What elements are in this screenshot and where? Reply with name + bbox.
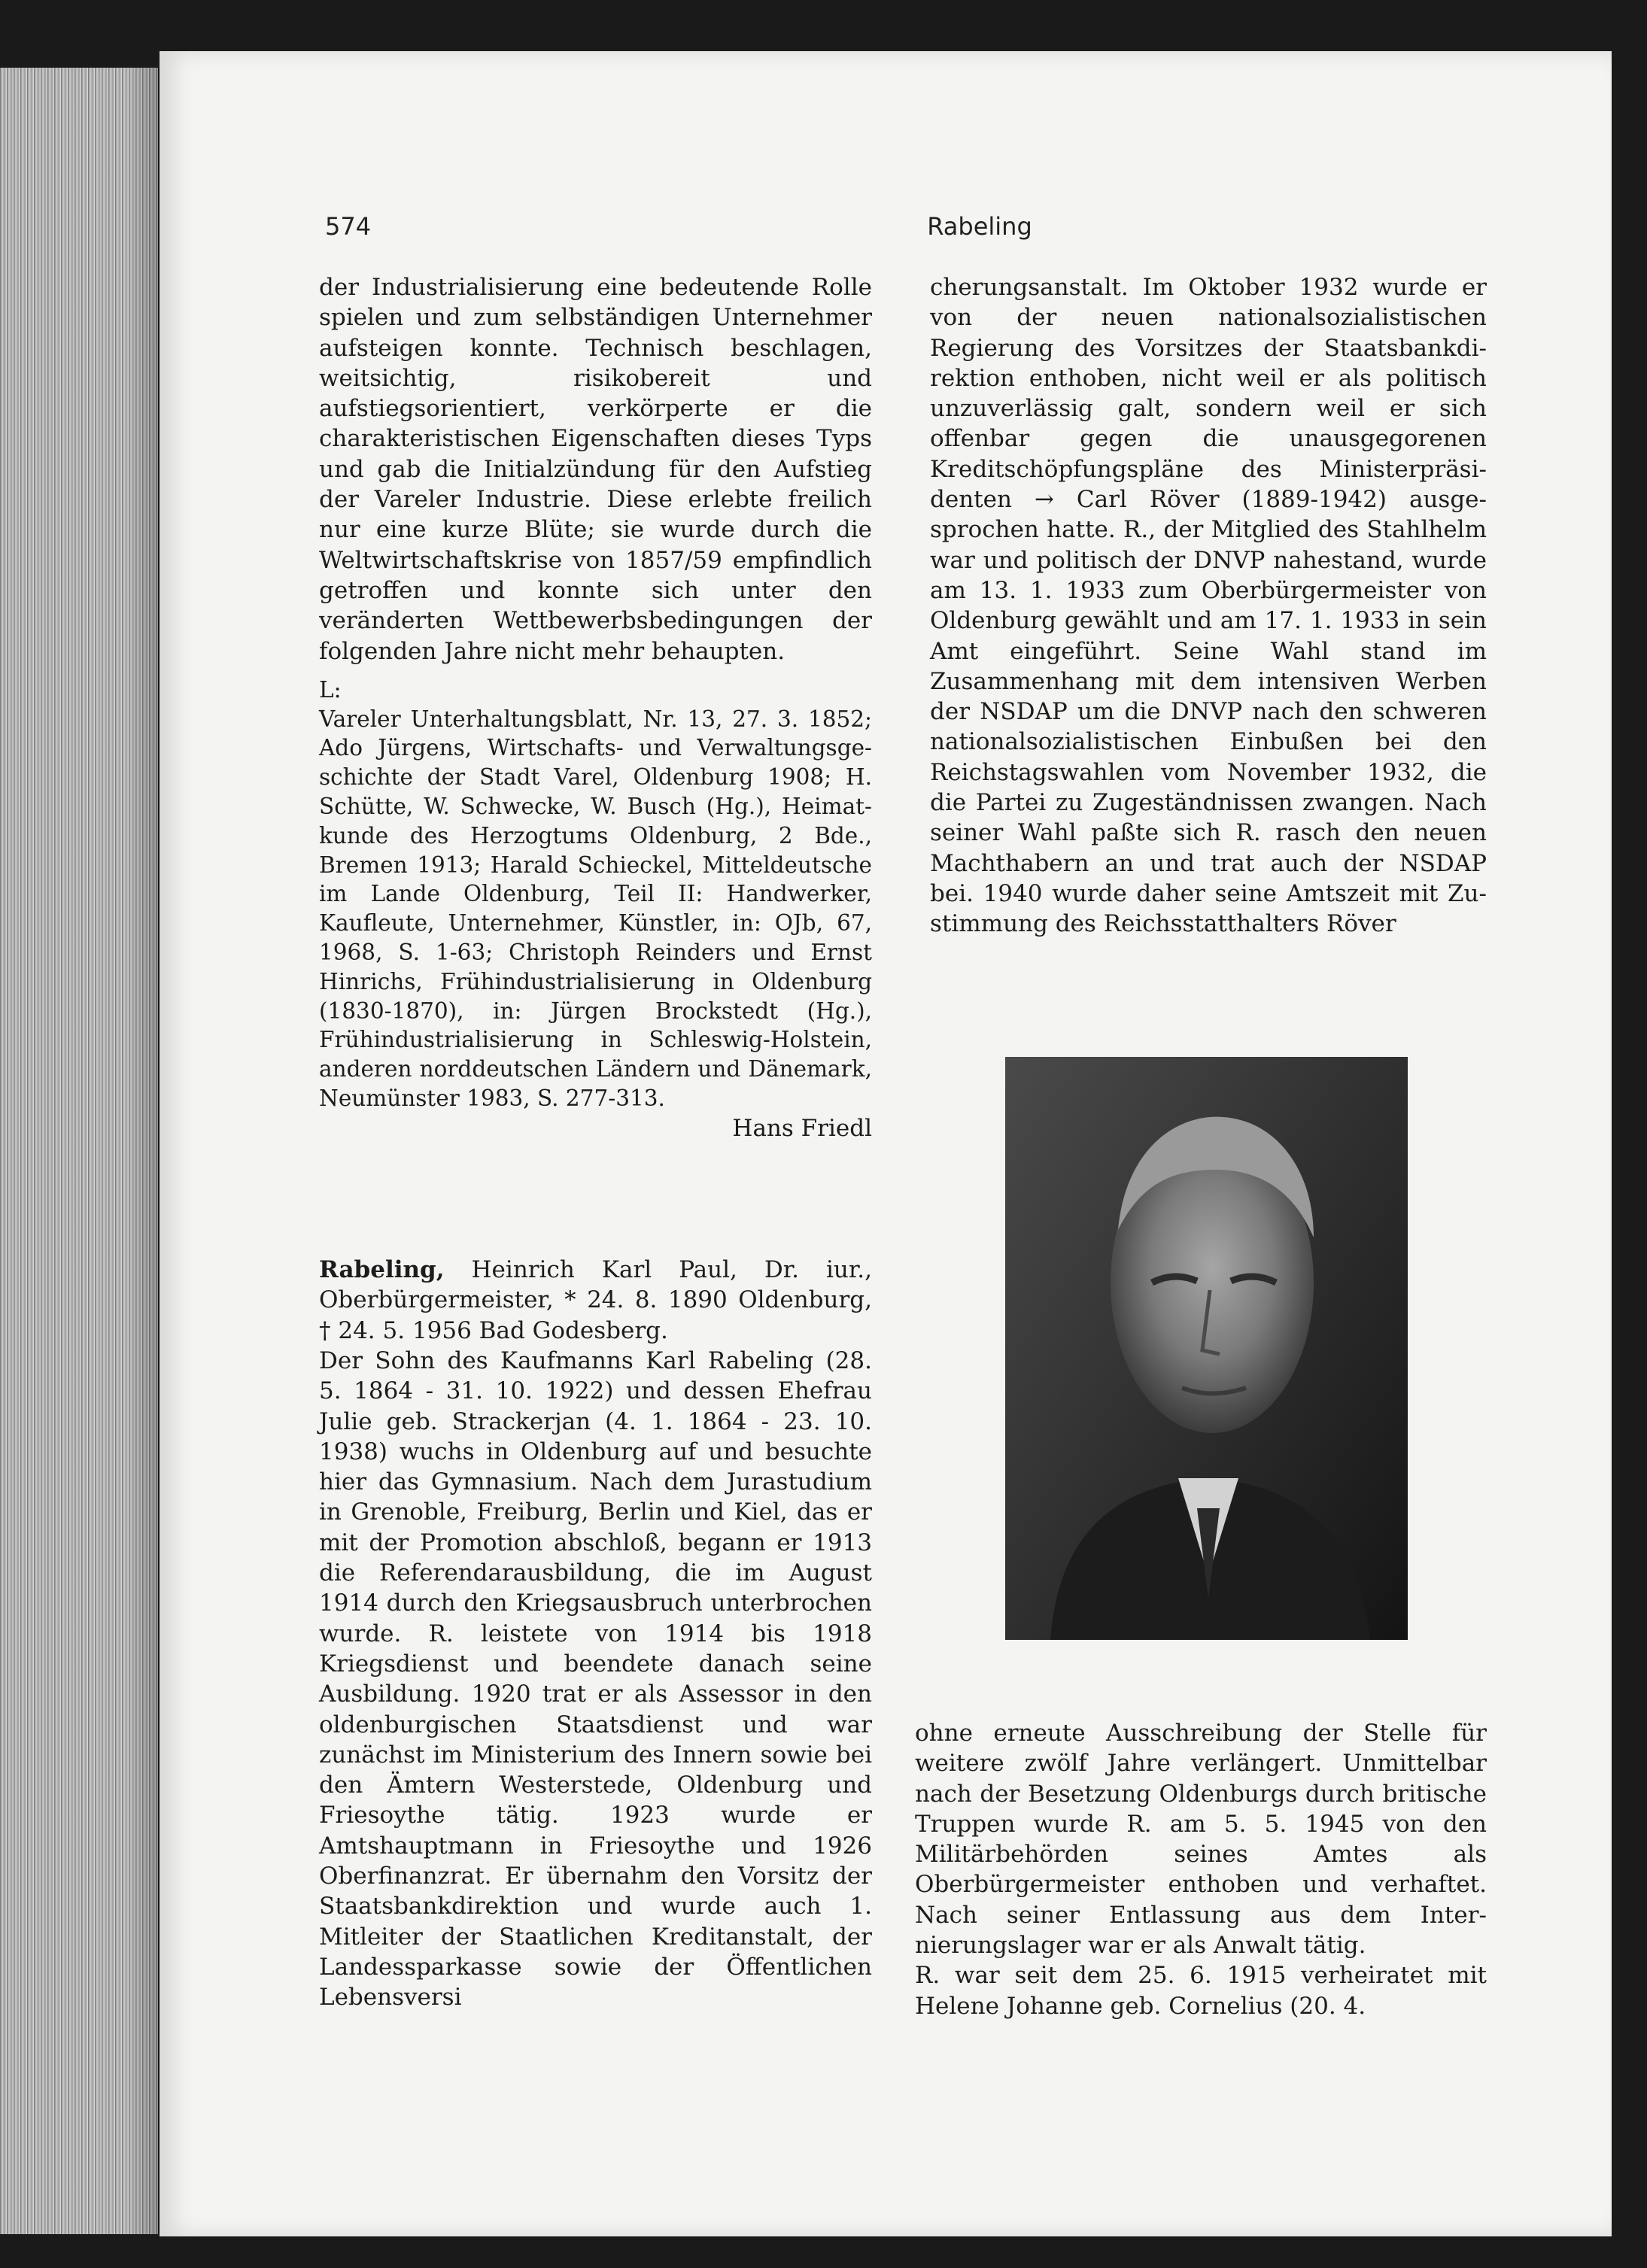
entry-heading-details: Heinrich Karl Paul, Dr. iur., Oberbürgermeister, * 24. 8. 1890 Oldenburg, † 24. 5. 1956 Bad Godesberg.: [319, 1256, 872, 1344]
left-column: [319, 272, 872, 2013]
entry-heading: [319, 1255, 872, 1346]
intro-paragraph: der Industrialisierung eine bedeutende Rolle spielen und zum selbständigen Unternehmer aufsteigen konnte. Technisch beschlagen, weitsichtig, risikobereit und aufstiegsorientiert, verkörperte er die charakteristischen Eigenschaften dieses Typs und gab die Initialzündung für den Aufstieg der Vareler Industrie. Diese erlebte freilich nur eine kurze Blüte; sie wurde durch die Weltwirtschaftskrise von 1857/59 empfindlich getroffen und konnte sich unter den veränderten Wettbewerbsbedingungen der folgenden Jahre nicht mehr behaupten.: [319, 274, 872, 665]
page-number: 574: [325, 212, 372, 241]
right-column-top: [930, 272, 1487, 940]
author-signature: Hans Friedl: [732, 1114, 872, 1142]
literature-text: Vareler Unterhaltungsblatt, Nr. 13, 27. 3. 1852; Ado Jürgens, Wirtschafts- und Verwaltungsgeschichte der Stadt Varel, Oldenburg 1908; H. Schütte, W. Schwecke, W. Busch (Hg.), Heimatkunde des Herzogtums Oldenburg, 2 Bde., Bremen 1913; Harald Schieckel, Mitteldeutsche im Lande Oldenburg, Teil II: Handwerker, Kaufleute, Unternehmer, Künstler, in: OJb, 67, 1968, S. 1-63; Christoph Reinders und Ernst Hinrichs, Frühindustrialisierung in Oldenburg (1830-1870), in: Jürgen Brockstedt (Hg.), Frühindustrialisierung in Schleswig-Holstein, anderen norddeutschen Ländern und Dänemark, Neumünster 1983, S. 277-313.: [319, 706, 872, 1112]
right-text-top: cherungsanstalt. Im Oktober 1932 wurde er von der neuen nationalsozialistischen Regierung des Vorsitzes der Staatsbankdirektion enthoben, nicht weil er als politisch unzuverlässig galt, sondern weil er sich offenbar gegen die unausgegorenen Kreditschöpfungspläne des Ministerpräsidenten → Carl Röver (1889-1942) ausgesprochen hatte. R., der Mitglied des Stahlhelm war und politisch der DNVP nahestand, wurde am 13. 1. 1933 zum Oberbürgermeister von Oldenburg gewählt und am 17. 1. 1933 in sein Amt eingeführt. Seine Wahl stand im Zusammenhang mit dem intensiven Werben der NSDAP um die DNVP nach den schweren nationalsozialistischen Einbußen bei den Reichstagswahlen vom November 1932, die die Partei zu Zugeständnissen zwangen. Nach seiner Wahl paßte sich R. rasch den neuen Machthabern an und trat auch der NSDAP bei. 1940 wurde daher seine Amtszeit mit Zustimmung des Reichsstatthalters Röver: [930, 274, 1487, 938]
entry-body: Der Sohn des Kaufmanns Karl Rabeling (28. 5. 1864 - 31. 10. 1922) und dessen Ehefrau Julie geb. Strackerjan (4. 1. 1864 - 23. 10. 1938) wuchs in Oldenburg auf und besuchte hier das Gymnasium. Nach dem Jurastudium in Grenoble, Freiburg, Berlin und Kiel, das er mit der Promotion abschloß, begann er 1913 die Referendarausbildung, die im August 1914 durch den Kriegsausbruch unterbrochen wurde. R. leistete von 1914 bis 1918 Kriegsdienst und beendete danach seine Ausbildung. 1920 trat er als Assessor in den oldenburgischen Staatsdienst und war zunächst im Ministerium des Innern sowie bei den Ämtern Westerstede, Oldenburg und Friesoythe tätig. 1923 wurde er Amtshauptmann in Friesoythe und 1926 Oberfinanzrat. Er übernahm den Vorsitz der Staatsbankdirektion und wurde auch 1. Mitleiter der Staatlichen Kreditanstalt, der Landessparkasse sowie der Öffentlichen Lebensversi: [319, 1347, 872, 2011]
running-title: Rabeling: [927, 212, 1032, 241]
right-text-bottom: ohne erneute Ausschreibung der Stelle für weitere zwölf Jahre verlängert. Unmittelbar nach der Besetzung Oldenburgs durch britische Truppen wurde R. am 5. 5. 1945 von den Militärbehörden seines Amtes als Oberbürgermeister enthoben und verhaftet. Nach seiner Entlassung aus dem Internierungslager war er als Anwalt tätig.: [915, 1720, 1487, 1960]
right-column-bottom: [915, 1718, 1487, 2021]
right-text-last: R. war seit dem 25. 6. 1915 verheiratet mit Helene Johanne geb. Cornelius (20. 4.: [915, 1962, 1487, 2020]
portrait-image: [1005, 1057, 1408, 1640]
literature-label: L:: [319, 676, 342, 703]
entry-name: Rabeling,: [319, 1256, 445, 1284]
portrait-photo: [1005, 1057, 1408, 1640]
